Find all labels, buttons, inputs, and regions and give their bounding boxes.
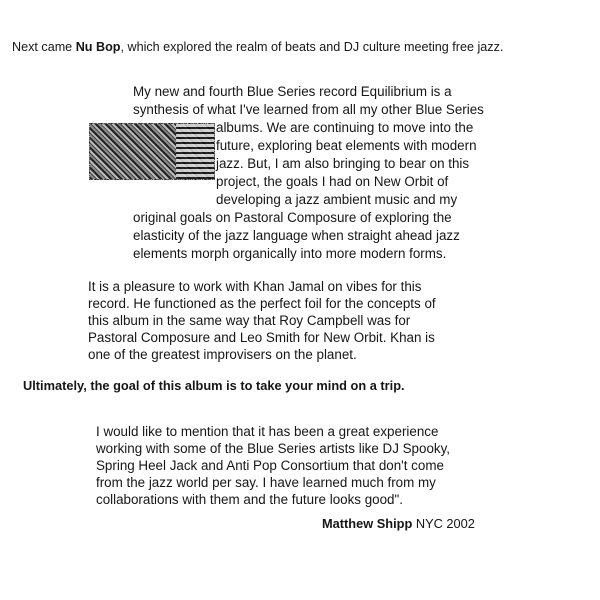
paragraph1-line: synthesis of what I've learned from all my other Blue Series <box>133 102 484 117</box>
album-art-thumbnail <box>89 123 215 180</box>
paragraph1-line: My new and fourth Blue Series record Equilibrium is a <box>133 84 452 99</box>
intro-line <box>12 37 503 57</box>
intro-text: Next came <box>12 40 76 54</box>
paragraph2-line: Pastoral Composure and Leo Smith for New Orbit. Khan is <box>88 330 435 345</box>
paragraph1-line: elements morph organically into more modern forms. <box>133 246 447 261</box>
paragraph1-line: project, the goals I had on New Orbit of <box>216 174 449 189</box>
signature-name: Matthew Shipp <box>322 516 413 531</box>
album-art-pattern <box>176 124 214 179</box>
paragraph3-line: collaborations with them and the future looks good". <box>96 492 403 507</box>
paragraph2-line: record. He functioned as the perfect foil for the concepts of <box>88 296 436 311</box>
paragraph3-line: Spring Heel Jack and Anti Pop Consortium that don't come <box>96 458 444 473</box>
signature <box>322 514 475 534</box>
paragraph3-line: working with some of the Blue Series artists like DJ Spooky, <box>96 441 451 456</box>
intro-bold-text: Nu Bop <box>75 40 121 54</box>
closing-statement: Ultimately, the goal of this album is to take your mind on a trip. <box>23 378 405 393</box>
paragraph1-line: albums. We are continuing to move into the <box>216 120 474 135</box>
intro-text-end: , which explored the realm of beats and DJ culture meeting free jazz. <box>120 40 504 54</box>
paragraph3-line: from the jazz world per say. I have learned much from my <box>96 475 436 490</box>
paragraph1-line: elasticity of the jazz language when straight ahead jazz <box>133 228 460 243</box>
paragraph3-line: I would like to mention that it has been a great experience <box>96 424 439 439</box>
paragraph1-line: developing a jazz ambient music and my <box>216 192 458 207</box>
paragraph2-line: one of the greatest improvisers on the planet. <box>88 347 357 362</box>
paragraph1-line: jazz. But, I am also bringing to bear on this <box>216 156 470 171</box>
paragraph2-line: this album in the same way that Roy Campbell was for <box>88 313 411 328</box>
paragraph1-line: original goals on Pastoral Composure of exploring the <box>133 210 452 225</box>
paragraph1-line: future, exploring beat elements with modern <box>216 138 477 153</box>
signature-place-date: NYC 2002 <box>412 516 475 531</box>
paragraph2-line: It is a pleasure to work with Khan Jamal on vibes for this <box>88 279 422 294</box>
